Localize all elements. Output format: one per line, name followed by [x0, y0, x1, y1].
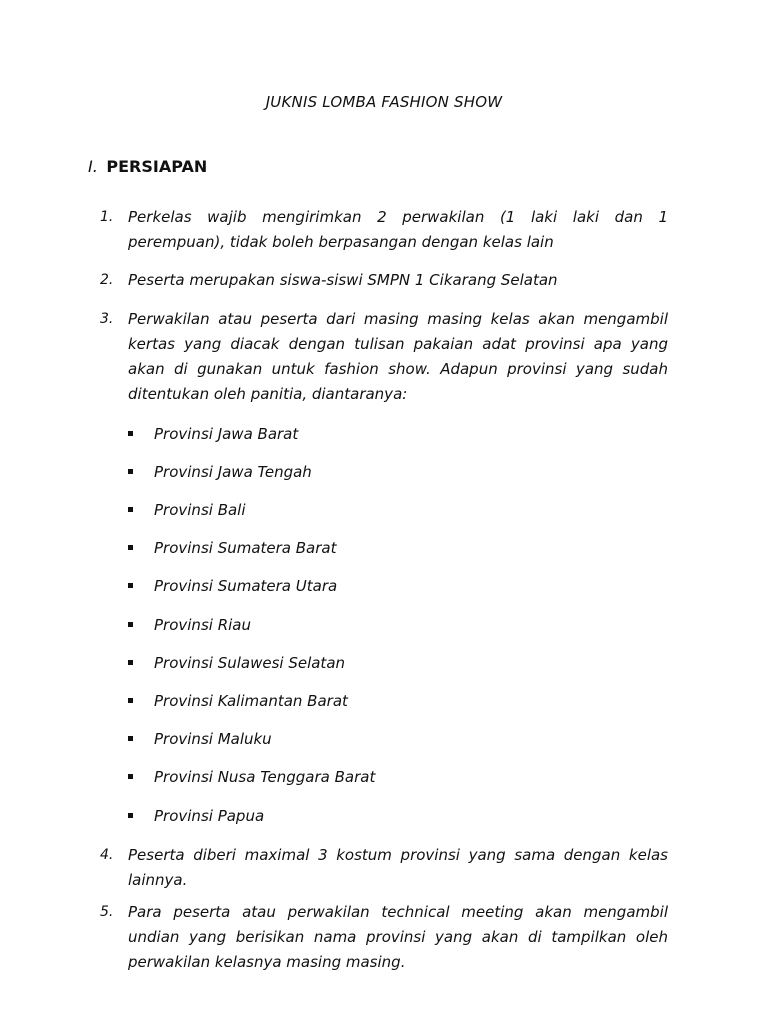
bullet-square-icon	[128, 813, 133, 818]
item-number: 2.	[100, 272, 114, 288]
province-name: Provinsi Jawa Tengah	[154, 463, 312, 481]
section-heading	[88, 157, 207, 176]
province-name: Provinsi Maluku	[154, 730, 272, 748]
province-name: Provinsi Jawa Barat	[154, 425, 299, 443]
item-number: 5.	[100, 904, 114, 920]
province-name: Provinsi Sulawesi Selatan	[154, 654, 346, 672]
bullet-square-icon	[128, 622, 133, 627]
list-item	[100, 307, 668, 407]
bullet-square-icon	[128, 507, 133, 512]
item-number: 3.	[100, 311, 114, 327]
item-number: 1.	[100, 209, 114, 225]
province-name: Provinsi Kalimantan Barat	[154, 692, 348, 710]
item-text: Peserta merupakan siswa-siswi SMPN 1 Cikarang Selatan	[128, 271, 558, 289]
bullet-square-icon	[128, 545, 133, 550]
document-title: JUKNIS LOMBA FASHION SHOW	[265, 93, 503, 111]
section-title: PERSIAPAN	[106, 157, 208, 176]
province-name: Provinsi Riau	[154, 616, 251, 634]
province-name: Provinsi Bali	[154, 501, 246, 519]
item-text: Para peserta atau perwakilan technical meeting akan mengambil undian yang berisikan nama provinsi yang akan di tampilkan oleh perwakilan kelasnya masing masing.	[128, 903, 668, 971]
province-name: Provinsi Sumatera Utara	[154, 577, 338, 595]
province-name: Provinsi Nusa Tenggara Barat	[154, 768, 376, 786]
item-text: Peserta diberi maximal 3 kostum provinsi yang sama dengan kelas lainnya.	[128, 846, 668, 889]
bullet-square-icon	[128, 431, 133, 436]
bullet-square-icon	[128, 469, 133, 474]
list-item	[100, 900, 668, 975]
item-text: Perkelas wajib mengirimkan 2 perwakilan (1 laki laki dan 1 perempuan), tidak boleh berpasangan dengan kelas lain	[128, 208, 668, 251]
province-name: Provinsi Papua	[154, 807, 265, 825]
province-name: Provinsi Sumatera Barat	[154, 539, 337, 557]
list-item	[100, 268, 668, 293]
list-item	[100, 205, 668, 255]
bullet-square-icon	[128, 660, 133, 665]
bullet-square-icon	[128, 583, 133, 588]
list-item	[100, 843, 668, 893]
item-number: 4.	[100, 847, 114, 863]
bullet-square-icon	[128, 698, 133, 703]
item-text: Perwakilan atau peserta dari masing masing kelas akan mengambil kertas yang diacak dengan tulisan pakaian adat provinsi apa yang akan di gunakan untuk fashion show. Adapun provinsi yang sudah ditentukan oleh panitia, diantaranya:	[128, 310, 668, 403]
bullet-square-icon	[128, 774, 133, 779]
bullet-square-icon	[128, 736, 133, 741]
section-number: I.	[88, 157, 98, 176]
